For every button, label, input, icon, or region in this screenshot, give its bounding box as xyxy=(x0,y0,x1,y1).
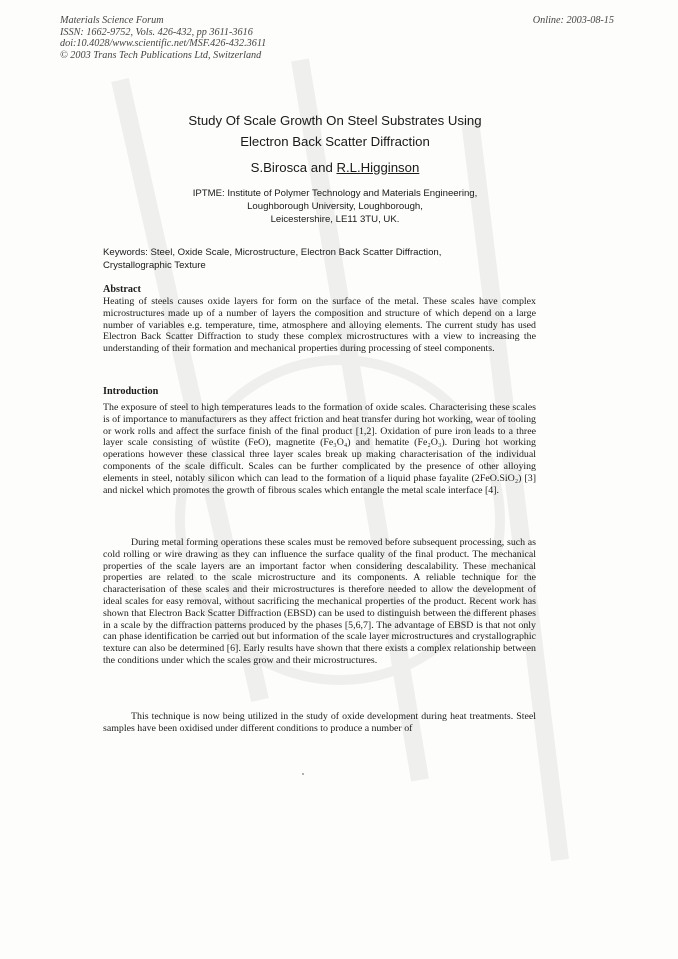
affiliation-line-3: Leicestershire, LE11 3TU, UK. xyxy=(270,214,400,225)
intro-paragraph-1: The exposure of steel to high temperatures leads to the formation of oxide scales. Characterising these scales is of importance to manufacturers as they affect friction and heat transfer during hot working, wear of tooling or work rolls and affect the surface finish of the final product [1,2]. Oxidation of pure iron leads to a three layer scale consisting of wüstite (FeO), magnetite (Fe₃O₄) and hematite (Fe₂O₃). During hot working operations however these classical three layer scales break up making characterisation of the individual components of the scale difficult. Scales can be further complicated by the presence of other alloying elements in steel, notably silicon which can lead to the formation of a liquid phase fayalite (2FeO.SiO₂) [3] and nickel which promotes the growth of fibrous scales which entangle the metal scale interface [4]. xyxy=(103,402,536,496)
introduction-heading: Introduction xyxy=(103,386,159,397)
keywords-line-2: Crystallographic Texture xyxy=(103,260,206,271)
title-line-1: Study Of Scale Growth On Steel Substrates Using xyxy=(188,113,482,128)
stray-dot xyxy=(302,773,304,775)
journal-name: Materials Science Forum xyxy=(60,15,164,26)
journal-header xyxy=(60,15,266,61)
affiliation-line-2: Loughborough University, Loughborough, xyxy=(247,201,423,212)
keywords-line-1: Keywords: Steel, Oxide Scale, Microstructure, Electron Back Scatter Diffraction, xyxy=(103,247,442,258)
abstract-heading: Abstract xyxy=(103,284,141,295)
abstract-text: Heating of steels causes oxide layers for form on the surface of the metal. These scales have complex microstructures made up of a number of layers the composition and structure of which depend on a large number of variables e.g. temperature, time, atmosphere and alloying elements. The current study has used Electron Back Scatter Diffraction to study these complex microstructures with a view to increasing the understanding of their formation and mechanical properties during processing of steel components. xyxy=(103,296,536,355)
affiliation-line-1: IPTME: Institute of Polymer Technology and Materials Engineering, xyxy=(192,188,478,199)
doi: doi:10.4028/www.scientific.net/MSF.426-432.3611 xyxy=(60,38,267,50)
authors xyxy=(100,160,570,175)
intro-paragraph-3: This technique is now being utilized in the study of oxide development during heat treatments. Steel samples have been oxidised under different conditions to produce a number of xyxy=(103,711,536,734)
intro-paragraph-2: During metal forming operations these scales must be removed before subsequent processing, such as cold rolling or wire drawing as they can influence the surface quality of the final product. The mechanical properties of the scale layers are an important factor when considering descalability. These mechanical properties are related to the scale microstructure and its components. A reliable technique for the characterisation of these scales and their microstructures is therefore needed to allow the development of ideal scales for easy removal, without sacrificing the mechanical properties of the product. Recent work has shown that Electron Back Scatter Diffraction (EBSD) can be used to distinguish between the different phases in a scale by the diffraction patterns produced by the phases [5,6,7]. The advantage of EBSD is that not only can phase identification be carried out but information of the scale layer microstructures and crystallographic texture can also be determined [6]. Early results have shown that there exists a complex relationship between the conditions under which the scales grow and their microstructures. xyxy=(103,537,536,666)
online-date: Online: 2003-08-15 xyxy=(532,15,614,26)
keywords xyxy=(103,246,543,272)
copyright: © 2003 Trans Tech Publications Ltd, Switzerland xyxy=(60,49,262,61)
issn: ISSN: 1662-9752, Vols. 426-432, pp 3611-3616 xyxy=(60,26,253,38)
affiliation xyxy=(100,187,570,226)
title-line-2: Electron Back Scatter Diffraction xyxy=(240,134,430,149)
author-and: and xyxy=(310,160,333,175)
paper-title xyxy=(100,110,570,152)
author-1: S.Birosca xyxy=(250,160,308,175)
author-2: R.L.Higginson xyxy=(336,160,420,175)
